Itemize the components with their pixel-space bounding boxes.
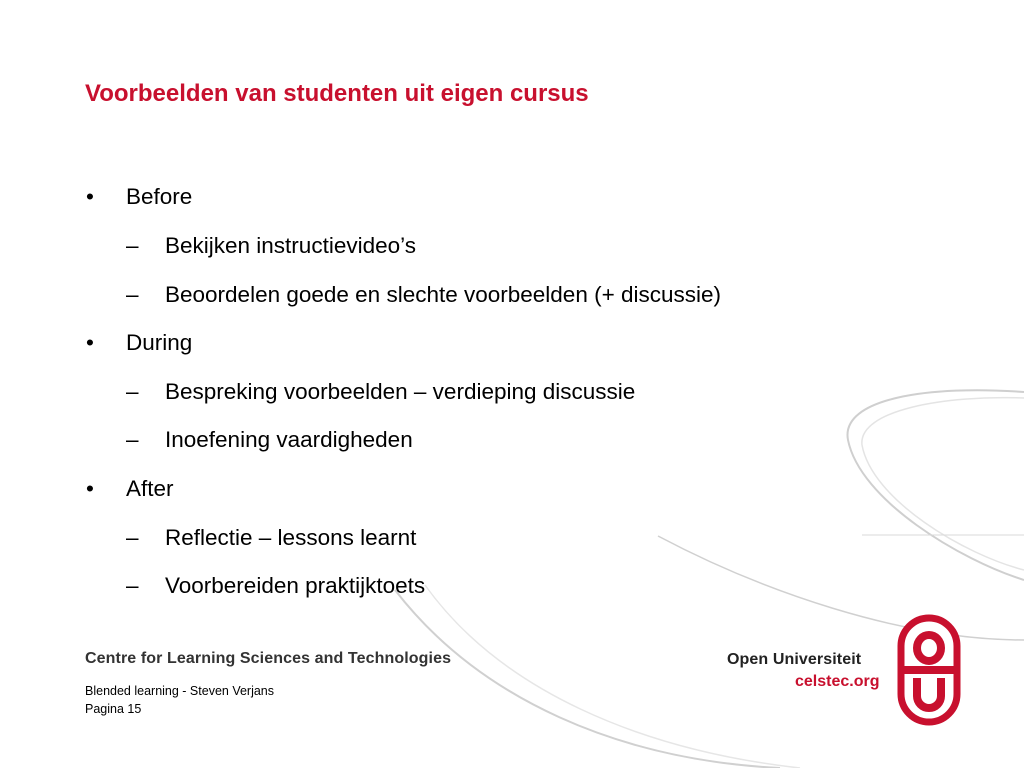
dash-marker: – <box>126 573 139 598</box>
sub-bullet-text: Bespreking voorbeelden – verdieping discussie <box>165 379 636 404</box>
dash-marker: – <box>126 427 139 452</box>
bullet-marker: • <box>86 184 94 209</box>
bullet-text: During <box>126 330 193 355</box>
dash-marker: – <box>126 379 139 404</box>
sub-bullet-text: Inoefening vaardigheden <box>165 427 413 452</box>
bullet-marker: • <box>86 330 94 355</box>
bullet-marker: • <box>86 476 94 501</box>
dash-marker: – <box>126 525 139 550</box>
sub-bullet-text: Voorbereiden praktijktoets <box>165 573 426 598</box>
centre-name: Centre for Learning Sciences and Technologies <box>85 650 452 667</box>
slide-title: Voorbeelden van studenten uit eigen cursus <box>85 80 589 107</box>
page-number: Pagina 15 <box>85 702 142 716</box>
dash-marker: – <box>126 282 139 307</box>
ou-logo-icon <box>897 614 963 726</box>
bullet-text: After <box>126 476 174 501</box>
sub-bullet-text: Beoordelen goede en slechte voorbeelden (+ discussie) <box>165 282 721 307</box>
sub-bullet-text: Bekijken instructievideo’s <box>165 233 416 258</box>
website-link: celstec.org <box>795 673 880 690</box>
bullet-text: Before <box>126 184 193 209</box>
presentation-title: Blended learning - Steven Verjans <box>85 684 275 698</box>
sub-bullet-text: Reflectie – lessons learnt <box>165 525 417 550</box>
dash-marker: – <box>126 233 139 258</box>
university-name: Open Universiteit <box>727 651 862 668</box>
